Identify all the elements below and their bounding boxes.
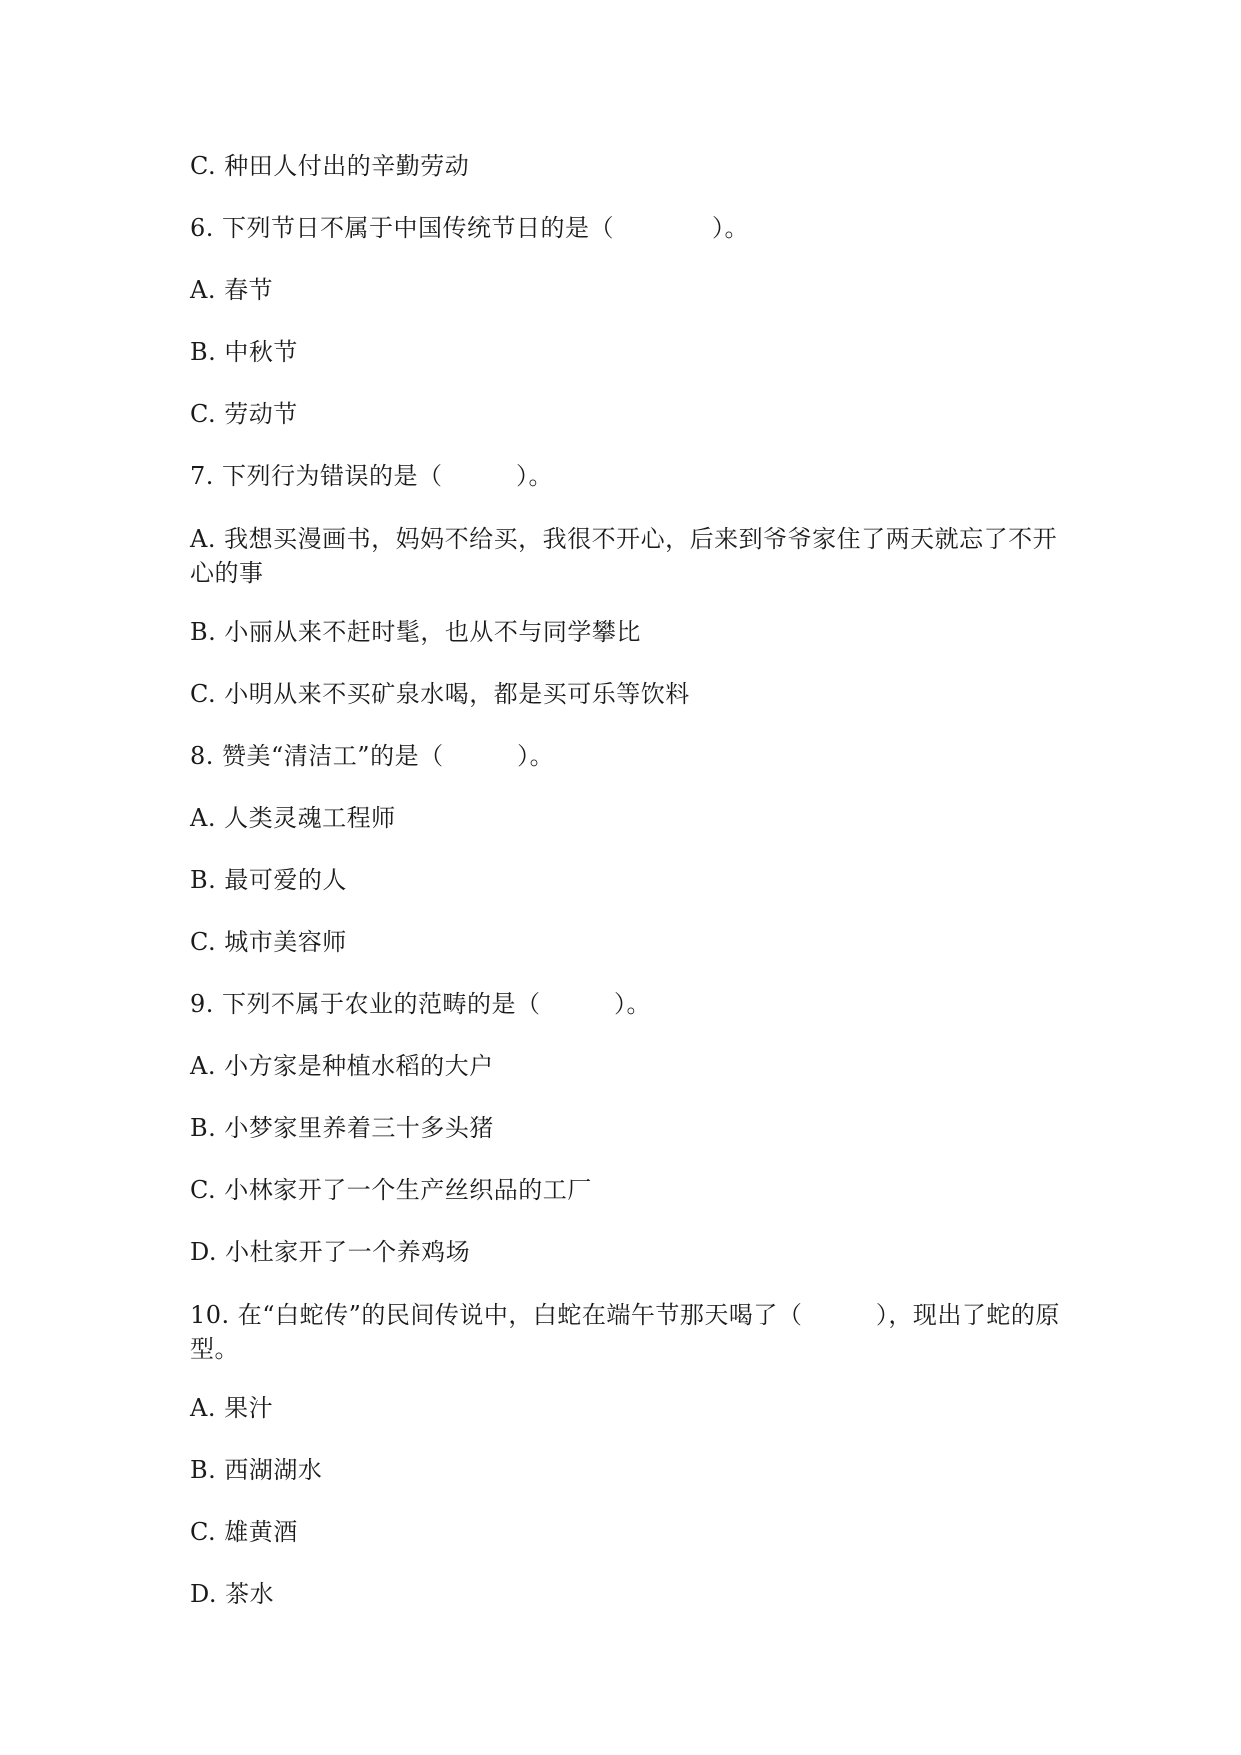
q10-option-d: D. 茶水	[190, 1580, 275, 1608]
q7-option-c: C. 小明从来不买矿泉水喝，都是买可乐等饮料	[190, 680, 690, 708]
q8-option-a: A. 人类灵魂工程师	[190, 804, 396, 832]
q9-option-b: B. 小梦家里养着三十多头猪	[190, 1114, 494, 1142]
q6-question: 6. 下列节日不属于中国传统节日的是（ ）。	[190, 214, 750, 242]
q10-option-a: A. 果汁	[190, 1394, 274, 1422]
q9-question: 9. 下列不属于农业的范畴的是（ ）。	[190, 990, 652, 1018]
q10-option-c: C. 雄黄酒	[190, 1518, 298, 1546]
document-page	[190, 0, 1070, 1755]
q8-question: 8. 赞美“清洁工”的是（ ）。	[190, 742, 555, 770]
q6-option-c: C. 劳动节	[190, 400, 298, 428]
q9-option-d: D. 小杜家开了一个养鸡场	[190, 1238, 471, 1266]
q5-option-c: C. 种田人付出的辛勤劳动	[190, 152, 470, 180]
q10-option-b: B. 西湖湖水	[190, 1456, 323, 1484]
q7-option-a: A. 我想买漫画书，妈妈不给买，我很不开心，后来到爷爷家住了两天就忘了不开心的事	[190, 525, 1058, 587]
q8-option-b: B. 最可爱的人	[190, 866, 347, 894]
q7-option-b: B. 小丽从来不赶时髦，也从不与同学攀比	[190, 618, 641, 646]
q9-option-a: A. 小方家是种植水稻的大户	[190, 1052, 494, 1080]
q10-question: 10. 在“白蛇传”的民间传说中，白蛇在端午节那天喝了（ ），现出了蛇的原型。	[190, 1301, 1060, 1363]
q6-option-b: B. 中秋节	[190, 338, 298, 366]
q6-option-a: A. 春节	[190, 276, 274, 304]
q9-option-c: C. 小林家开了一个生产丝织品的工厂	[190, 1176, 592, 1204]
q8-option-c: C. 城市美容师	[190, 928, 347, 956]
q7-question: 7. 下列行为错误的是（ ）。	[190, 462, 554, 490]
